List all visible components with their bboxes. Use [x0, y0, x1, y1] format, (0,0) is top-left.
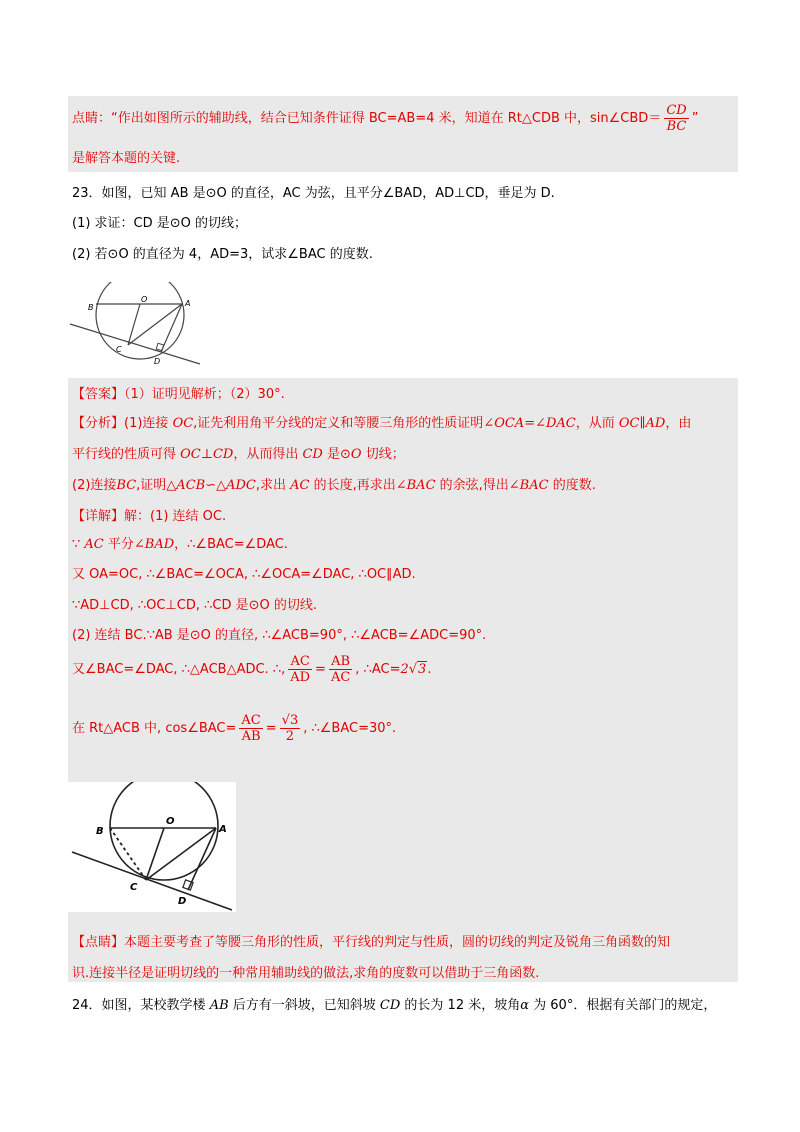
label-b: B: [88, 303, 94, 312]
sqrt-three: √3: [408, 662, 427, 677]
analysis-line3: (2)连接BC,证明△ACB∽△ADC,求出 AC 的长度,再求出∠BAC 的余弦,得出∠BAC 的度数.: [72, 478, 596, 493]
ac-over-ad-fraction: $\frac{AC}{AD}$: [290, 654, 311, 685]
solution-figure: [68, 782, 236, 912]
label-o: O: [166, 816, 175, 827]
tangent-line: [70, 324, 200, 364]
right-angle-mark: [156, 343, 163, 350]
label-o: O: [141, 295, 148, 304]
detail-line4: ∵AD⊥CD, ∴OC⊥CD, ∴CD 是⊙O 的切线.: [72, 598, 317, 613]
label-a: A: [185, 299, 191, 308]
detail-line6: 又∠BAC=∠DAC, ∴△ACB△ADC. ∴, $\frac{AC}{AD}$ = $\frac{AB}{AC}$ , ∴AC=2√3.: [72, 652, 431, 688]
answer-line: 【答案】（1）证明见解析；（2）30°.: [72, 387, 285, 402]
label-a: A: [219, 824, 227, 835]
q23-part2: (2) 若⊙O 的直径为 4，AD=3，试求∠BAC 的度数.: [72, 247, 373, 262]
label-d: D: [154, 357, 161, 366]
top-note-line1: 点睛：“作出如图所示的辅助线，结合已知条件证得 BC=AB=4 米，知道在 Rt△CDB 中，sin∠CBD＝ $\frac{CD}{BC}$ ”: [72, 103, 699, 134]
analysis-line1: 【分析】(1)连接 OC,证先利用角平分线的定义和等腰三角形的性质证明∠OCA=∠DAC，从而 OC∥AD，由: [72, 416, 692, 431]
ac-over-ab-fraction: $\frac{AC}{AB}$: [241, 713, 261, 744]
figure-background: [68, 782, 236, 912]
comment-line1: 【点睛】本题主要考查了等腰三角形的性质，平行线的判定与性质，圆的切线的判定及锐角三角函数的知: [72, 935, 671, 950]
sqrt3-over-2-fraction: $\frac{√3}{2}$: [281, 713, 299, 744]
q23-part1: (1) 求证：CD 是⊙O 的切线；: [72, 216, 248, 231]
cd-over-bc-fraction: $\frac{CD}{BC}$: [666, 103, 687, 134]
comment-line2: 识.连接半径是证明切线的一种常用辅助线的做法,求角的度数可以借助于三角函数.: [72, 966, 540, 981]
label-c: C: [130, 882, 138, 893]
q23-stem: 23．如图，已知 AB 是⊙O 的直径，AC 为弦，且平分∠BAD，AD⊥CD，垂足为 D.: [72, 186, 555, 201]
detail-line3: 又 OA=OC, ∴∠BAC=∠OCA, ∴∠OCA=∠DAC, ∴OC∥AD.: [72, 567, 416, 582]
detail-line5: (2) 连结 BC.∵AB 是⊙O 的直径, ∴∠ACB=90°, ∴∠ACB=∠ADC=90°.: [72, 628, 487, 643]
analysis-line2: 平行线的性质可得 OC⊥CD，从而得出 CD 是⊙O 切线；: [72, 447, 405, 462]
chord-ac: [128, 304, 182, 345]
q23-figure: [68, 282, 208, 372]
label-b: B: [96, 826, 104, 837]
label-c: C: [116, 345, 122, 354]
detail-line7: 在 Rt△ACB 中, cos∠BAC= $\frac{AC}{AB}$ = $\frac{√3}{2}$ , ∴∠BAC=30°.: [72, 713, 397, 744]
segment-oc: [128, 304, 140, 345]
q24-stem: 24．如图，某校教学楼 AB 后方有一斜坡，已知斜坡 CD 的长为 12 米，坡角α 为 60°．根据有关部门的规定，: [72, 998, 717, 1013]
top-note-line2: 是解答本题的关键.: [72, 151, 181, 166]
circle-o: [96, 282, 184, 359]
detail-line1: 【详解】解：(1) 连结 OC.: [72, 509, 227, 524]
label-d: D: [178, 896, 187, 907]
ab-over-ac-fraction: $\frac{AB}{AC}$: [330, 654, 351, 685]
detail-line2: ∵ AC 平分∠BAD，∴∠BAC=∠DAC.: [72, 537, 288, 552]
